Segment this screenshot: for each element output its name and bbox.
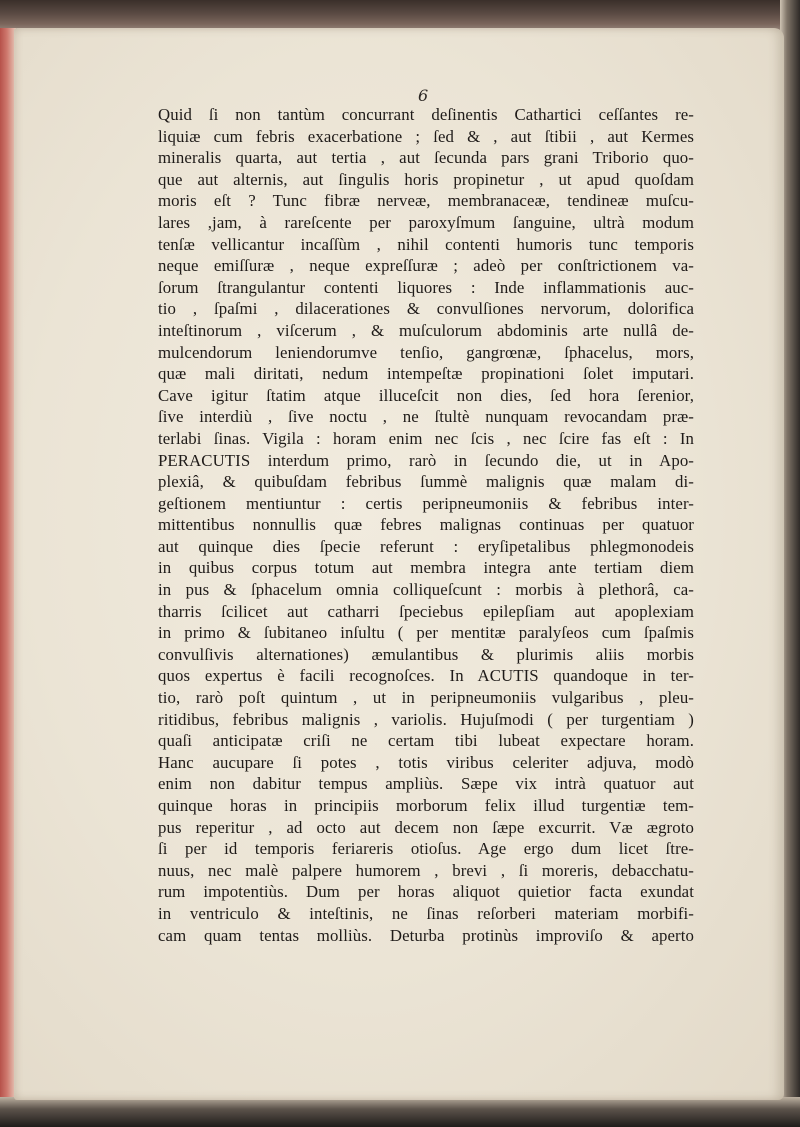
- text-line: quæ mali diritati, nedum intempeſtæ propinationi ſolet imputari.: [158, 364, 694, 384]
- text-line: in pus & ſphacelum omnia colliqueſcunt : morbis à plethorâ, ca-: [158, 580, 694, 600]
- text-line: ſorum ſtrangulantur contenti liquores : Inde inflammationis auc-: [158, 277, 694, 297]
- text-line: quaſi anticipatæ criſi ne certam tibi lubeat expectare horam.: [158, 731, 694, 751]
- page-number: 6: [418, 86, 429, 105]
- text-line: in primo & ſubitaneo inſultu ( per mentitæ paralyſeos cum ſpaſmis: [158, 623, 694, 643]
- text-line: que aut alternis, aut ſingulis horis propinetur , ut apud quoſdam: [158, 169, 694, 189]
- text-line: tio , ſpaſmi , dilacerationes & convulſiones nervorum, dolorifica: [158, 299, 694, 319]
- body-text: [158, 104, 694, 946]
- text-line: convulſivis alternationes) æmulantibus & plurimis aliis morbis: [158, 644, 694, 664]
- text-line: enim non dabitur tempus ampliùs. Sæpe vix intrà quatuor aut: [158, 774, 694, 794]
- text-line: moris eſt ? Tunc fibræ nerveæ, membranaceæ, tendineæ muſcu-: [158, 191, 694, 211]
- text-line: terlabi ſinas. Vigila : horam enim nec ſcis , nec ſcire fas eſt : In: [158, 428, 694, 448]
- text-line: pus reperitur , ad octo aut decem non ſæpe excurrit. Væ ægroto: [158, 817, 694, 837]
- text-line: plexiâ, & quibuſdam febribus ſummè malignis quæ malam di-: [158, 472, 694, 492]
- text-line: mineralis quarta, aut tertia , aut ſecunda pars grani Triborio quo-: [158, 148, 694, 168]
- text-line: geſtionem mentiuntur : certis peripneumoniis & febribus inter-: [158, 493, 694, 513]
- text-line: quinque horas in principiis morborum felix illud turgentiæ tem-: [158, 796, 694, 815]
- text-line: liquiæ cum febris exacerbatione ; ſed & , aut ſtibii , aut Kermes: [158, 126, 694, 146]
- text-line: tio, rarò poſt quintum , ut in peripneumoniis vulgaribus , pleu-: [158, 688, 694, 708]
- text-line: Cave igitur ſtatim atque illuceſcit non dies, ſed hora ſerenior,: [158, 385, 694, 405]
- text-line: rum impotentiùs. Dum per horas aliquot quietior facta exundat: [158, 882, 694, 902]
- text-line: PERACUTIS interdum primo, rarò in ſecundo die, ut in Apo-: [158, 450, 694, 470]
- text-line: ſive interdiù , ſive noctu , ne ſtultè nunquam revocandam præ-: [158, 407, 694, 427]
- text-line: lares ,jam, à rareſcente per paroxyſmum ſanguine, ultrà modum: [158, 212, 694, 232]
- text-line: quos expertus è facili recognoſces. In ACUTIS quandoque in ter-: [158, 666, 694, 686]
- text-line: neque emiſſuræ , neque expreſſuræ ; adeò per conſtrictionem va-: [158, 256, 694, 276]
- text-line: aut quinque dies ſpecie referunt : eryſipetalibus phlegmonodeis: [158, 536, 694, 556]
- text-line: inteſtinorum , viſcerum , & muſculorum abdominis arte nullâ de-: [158, 320, 694, 340]
- text-line: tenſæ vellicantur incaſſùm , nihil contenti humoris tunc temporis: [158, 234, 694, 254]
- text-line: ritidibus, febribus malignis , variolis. Hujuſmodi ( per turgentiam ): [158, 709, 694, 729]
- text-line: cam quam tentas molliùs. Deturba protinùs improviſo & aperto: [158, 925, 694, 945]
- page-edge-bottom: [0, 1097, 800, 1127]
- text-line: nuus, nec malè palpere humorem , brevi , ſi moreris, debacchatu-: [158, 860, 694, 880]
- text-line: in quibus corpus totum aut membra integra ante tertiam diem: [158, 558, 694, 578]
- text-line: mittentibus nonnullis quæ febres malignas continuas per quatuor: [158, 515, 694, 535]
- text-line: ſi per id temporis feriareris otioſus. Age ergo dum licet ſtre-: [158, 839, 694, 859]
- text-line: Quid ſi non tantùm concurrant deſinentis Cathartici ceſſantes re-: [158, 105, 694, 124]
- text-line: mulcendorum leniendorumve tenſio, gangrœnæ, ſphacelus, mors,: [158, 342, 694, 362]
- text-line: tharris ſcilicet aut catharri ſpeciebus epilepſiam aut apoplexiam: [158, 601, 694, 621]
- text-line: Hanc aucupare ſi potes , totis viribus celeriter adjuva, modò: [158, 752, 694, 772]
- text-line: in ventriculo & inteſtinis, ne ſinas reſorberi materiam morbifi-: [158, 903, 694, 923]
